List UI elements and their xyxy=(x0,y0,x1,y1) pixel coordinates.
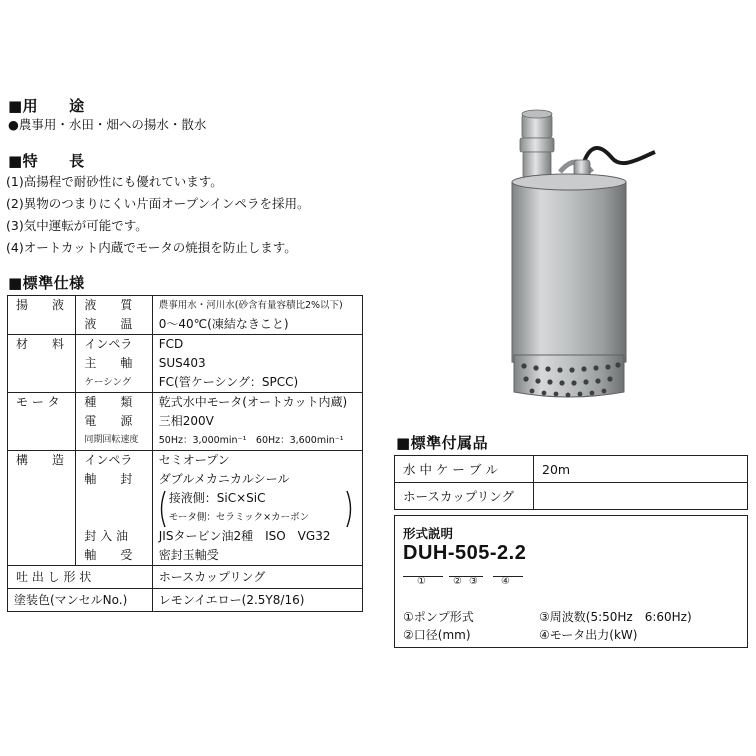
spec-table xyxy=(7,295,363,612)
spec-row-material xyxy=(8,335,363,393)
left-bracket-icon xyxy=(155,490,167,528)
spec-value: FCD xyxy=(158,337,184,351)
accessory-key: 水 中 ケ ー ブ ル xyxy=(395,456,534,483)
model-title: 形式説明 xyxy=(403,526,454,541)
accessory-row xyxy=(395,483,748,510)
spec-cat-structure: 構 造 xyxy=(16,453,65,467)
spec-row-motor xyxy=(8,393,363,451)
mark-1: ① xyxy=(417,576,426,587)
feature-item-4: (4)オートカット内蔵でモータの焼損を防止します。 xyxy=(6,240,297,255)
legend-item-3: ③周波数(5:50Hz 6:60Hz) xyxy=(539,610,692,624)
features-title: ■特 長 xyxy=(8,152,85,170)
right-bracket-icon xyxy=(345,490,357,528)
spec-value: 密封玉軸受 xyxy=(158,548,219,562)
spec-key: 同期回転速度 xyxy=(84,435,139,445)
spec-value: 接液側：SiC×SiC xyxy=(168,491,266,505)
feature-item-1: (1)高揚程で耐砂性にも優れています。 xyxy=(6,174,223,189)
accessories-table xyxy=(394,455,748,510)
mark-3: ③ xyxy=(469,576,478,587)
legend-item-2: ②口径(mm) xyxy=(403,628,471,642)
legend-item-4: ④モータ出力(kW) xyxy=(539,628,638,642)
pump-photo xyxy=(490,100,660,405)
mark-4: ④ xyxy=(501,576,510,587)
mark-2: ② xyxy=(453,576,462,587)
spec-value: JISタービン油2種 ISO VG32 xyxy=(158,529,331,543)
spec-key: 封 入 油 xyxy=(84,529,129,543)
spec-cat-material: 材 料 xyxy=(16,337,65,351)
spec-key: 軸 受 xyxy=(84,548,133,562)
spec-key: インペラ xyxy=(84,337,133,351)
spec-value: ホースカップリング xyxy=(158,570,266,584)
spec-row-pumping xyxy=(8,296,363,335)
model-code: DUH-505-2.2 xyxy=(403,542,527,564)
spec-key: 主 軸 xyxy=(84,356,133,370)
spec-value: 0～40℃(凍結なきこと) xyxy=(158,317,289,331)
accessory-row xyxy=(395,456,748,483)
spec-key: 液 温 xyxy=(84,317,133,331)
spec-value: 農事用水・河川水(砂含有量容積比2%以下) xyxy=(158,300,343,311)
spec-key: 塗装色(マンセルNo.) xyxy=(14,593,128,607)
spec-value: SUS403 xyxy=(158,356,206,370)
spec-cat-pumping: 揚 液 xyxy=(16,298,65,312)
spec-value: レモンイエロー(2.5Y8/16) xyxy=(158,593,305,607)
spec-row-paint xyxy=(8,589,363,612)
spec-key: 電 源 xyxy=(84,414,133,428)
model-explanation-box xyxy=(394,515,748,648)
spec-value: 三相200V xyxy=(158,414,214,428)
spec-key: 吐 出 し 形 状 xyxy=(16,570,92,584)
spec-row-discharge xyxy=(8,566,363,589)
spec-title: ■標準仕様 xyxy=(8,274,85,292)
accessories-title: ■標準付属品 xyxy=(396,434,489,452)
spec-row-structure xyxy=(8,451,363,566)
accessory-key: ホースカップリング xyxy=(395,483,534,510)
usage-title: ■用 途 xyxy=(8,97,85,115)
spec-key: 種 類 xyxy=(84,395,133,409)
accessory-value: 20m xyxy=(534,456,748,483)
feature-item-3: (3)気中運転が可能です。 xyxy=(6,218,148,233)
spec-key: 液 質 xyxy=(84,298,133,312)
seal-detail-bracket xyxy=(153,489,362,527)
spec-value: FC(管ケーシング：SPCC) xyxy=(158,375,299,389)
spec-value: ダブルメカニカルシール xyxy=(158,472,290,486)
spec-cat-motor: モ ー タ xyxy=(16,395,60,409)
usage-line: ●農事用・水田・畑への揚水・散水 xyxy=(8,117,207,132)
feature-item-2: (2)異物のつまりにくい片面オープンインペラを採用。 xyxy=(6,196,310,211)
spec-key: ケーシング xyxy=(84,377,132,388)
spec-value: セミオープン xyxy=(158,453,230,467)
spec-key: 軸 封 xyxy=(84,472,133,486)
spec-key: インペラ xyxy=(84,453,133,467)
spec-value: 乾式水中モータ(オートカット内蔵) xyxy=(158,395,348,409)
spec-value: モータ側：セラミック×カーボン xyxy=(168,512,310,523)
accessory-value xyxy=(534,483,748,510)
spec-value: 50Hz：3,000min⁻¹ 60Hz：3,600min⁻¹ xyxy=(158,435,344,446)
legend-item-1: ①ポンプ形式 xyxy=(403,610,474,624)
